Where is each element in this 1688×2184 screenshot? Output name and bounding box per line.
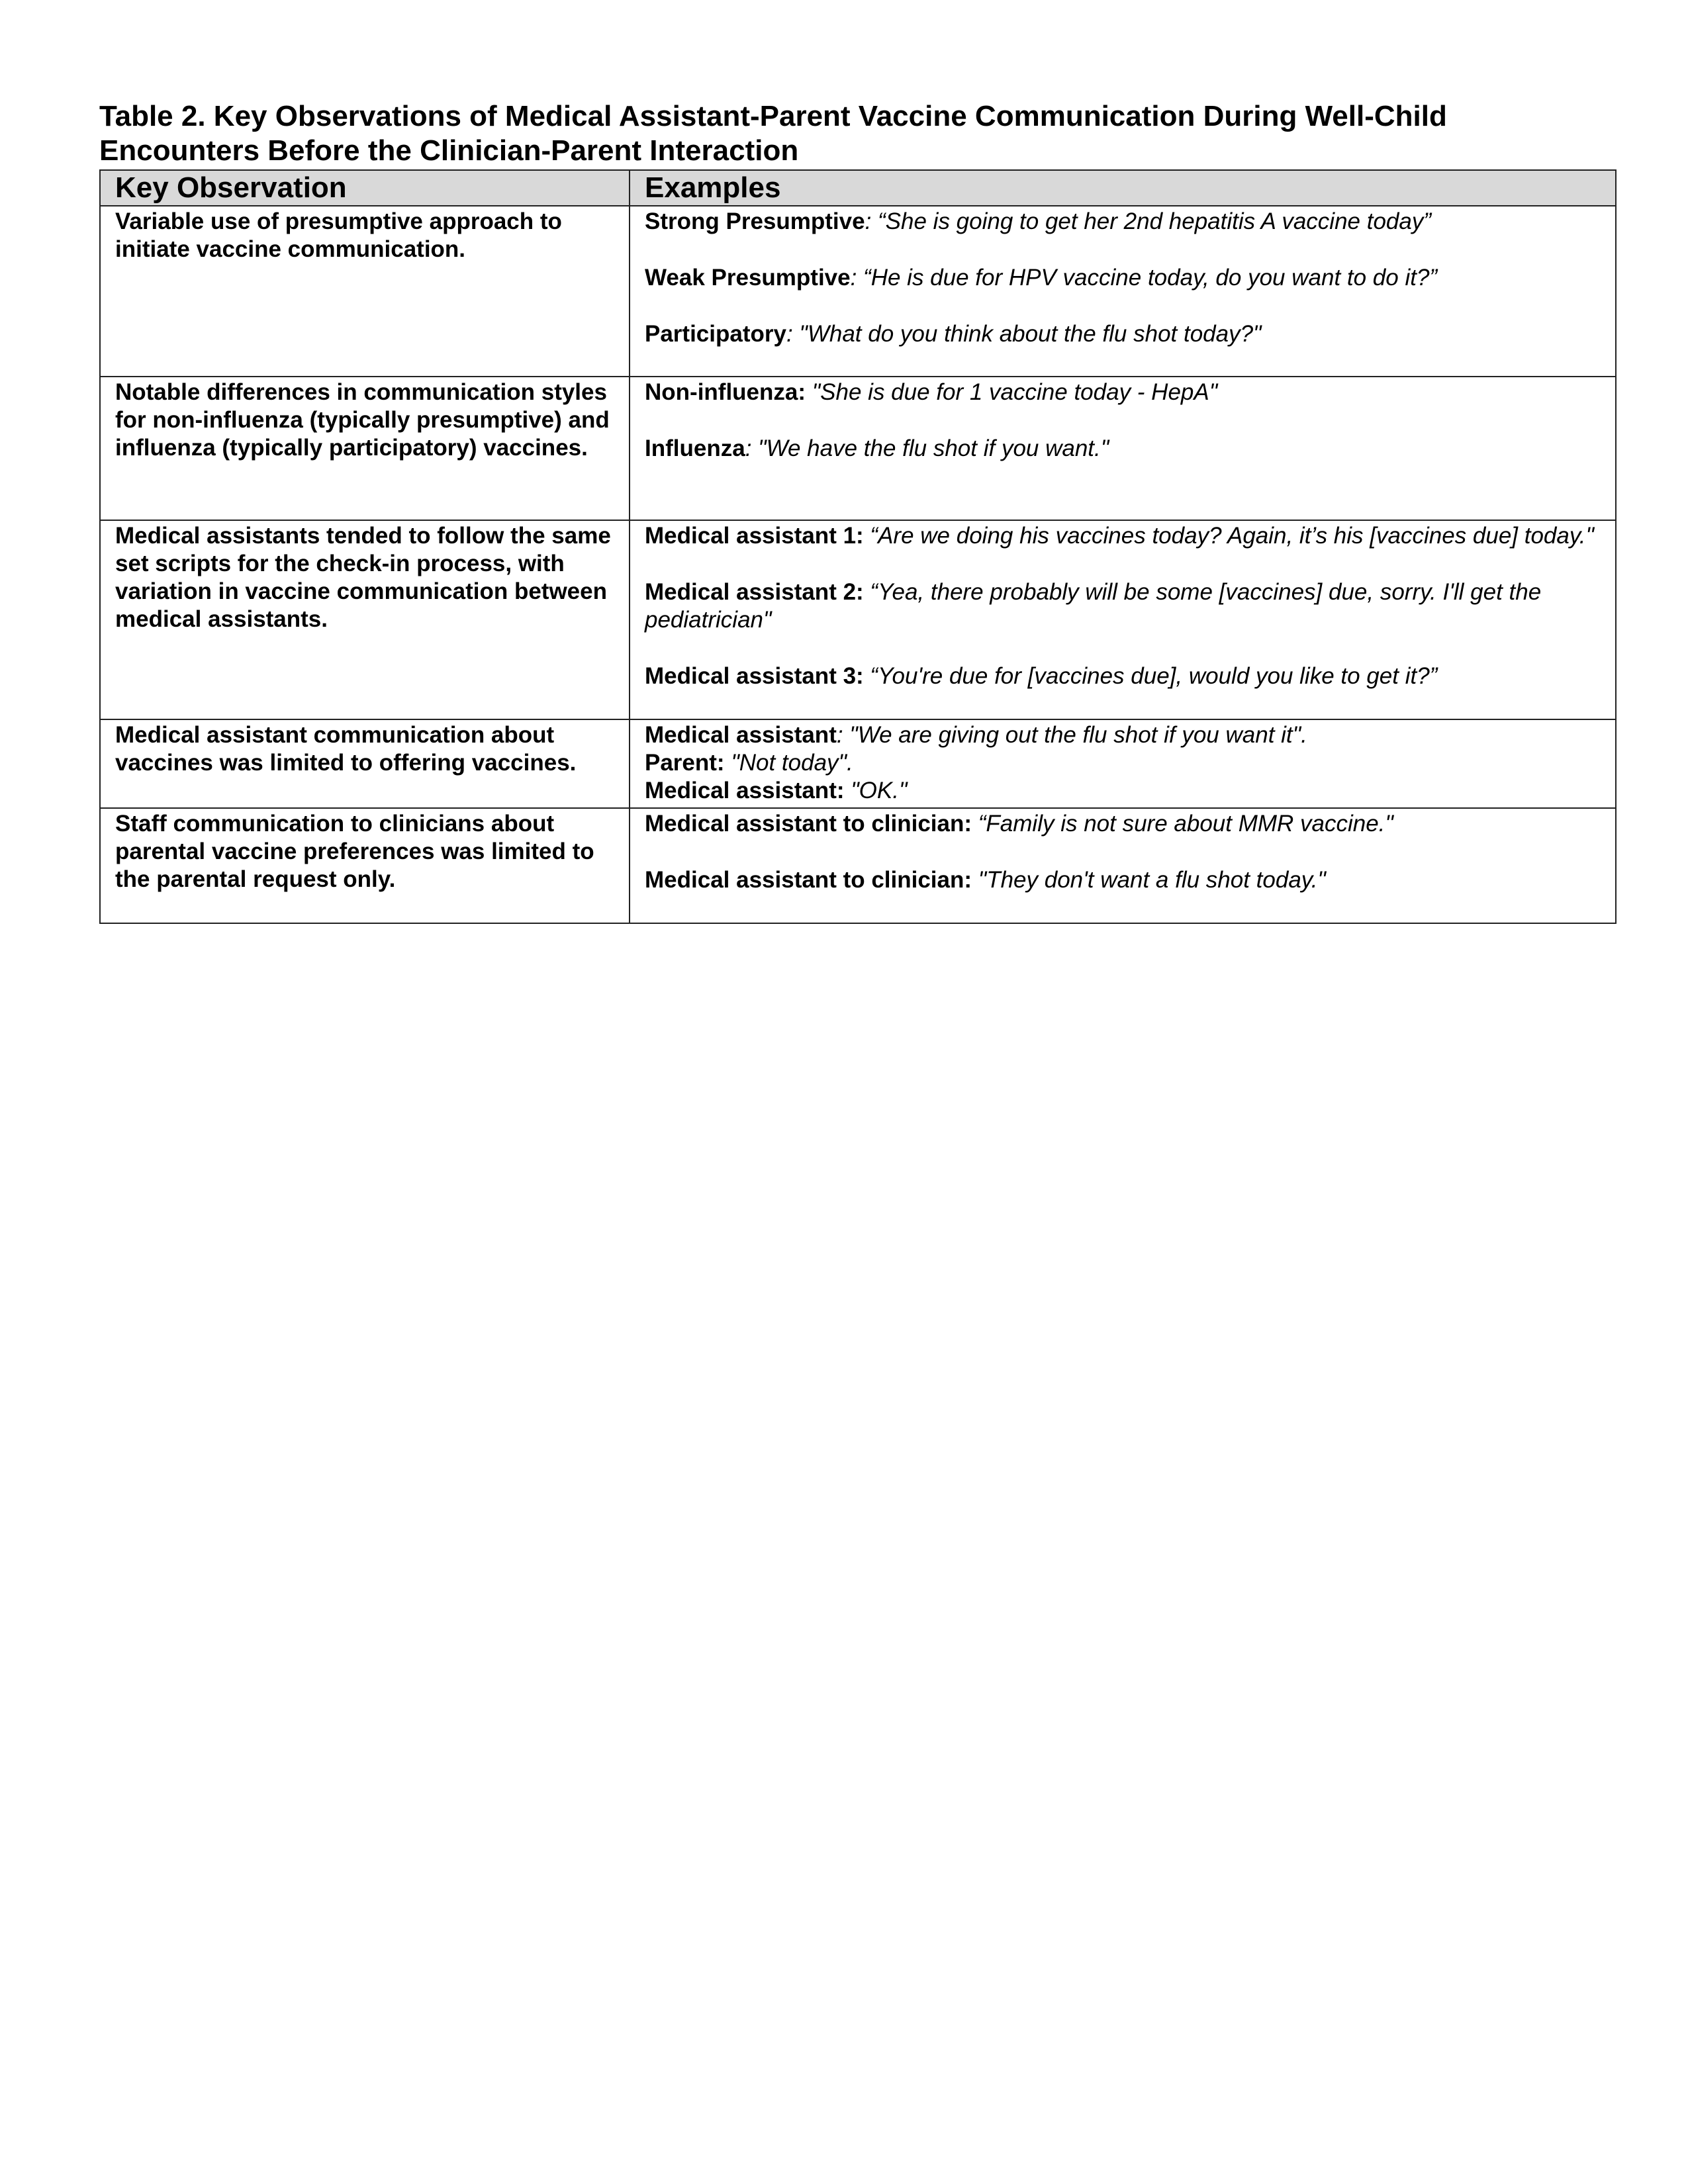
- example-label: Participatory: [645, 321, 786, 347]
- observations-table: [99, 169, 1617, 924]
- example-quote: : "We are giving out the flu shot if you want it".: [836, 722, 1307, 748]
- example-label: Medical assistant to clinician:: [645, 811, 972, 837]
- example-quote: : "What do you think about the flu shot today?": [786, 321, 1262, 347]
- example-label: Medical assistant:: [645, 778, 845, 803]
- table-row: [100, 377, 1616, 520]
- example-line: [645, 721, 1601, 749]
- example-label: Medical assistant 1:: [645, 523, 864, 549]
- example-quote: “Yea, there probably will be some [vaccines] due, sorry. I'll get the pediatrician": [645, 579, 1542, 633]
- table-row: [100, 520, 1616, 719]
- document-page: [99, 99, 1615, 924]
- example-quote: : “He is due for HPV vaccine today, do you want to do it?”: [850, 265, 1438, 291]
- observation-cell: Medical assistant communication about vaccines was limited to offering vaccines.: [100, 719, 630, 808]
- header-key-observation: Key Observation: [100, 170, 630, 206]
- example-quote: “Are we doing his vaccines today? Again, it’s his [vaccines due] today.": [863, 523, 1594, 549]
- table-header-row: [100, 170, 1616, 206]
- example-quote: : "We have the flu shot if you want.": [745, 435, 1109, 461]
- example-quote: “You're due for [vaccines due], would you like to get it?”: [863, 663, 1438, 689]
- example-line: [645, 435, 1601, 463]
- example-quote: "They don't want a flu shot today.": [972, 867, 1326, 893]
- examples-cell: [630, 206, 1616, 377]
- example-line: [645, 810, 1601, 838]
- example-quote: “Family is not sure about MMR vaccine.": [972, 811, 1393, 837]
- examples-cell: [630, 808, 1616, 923]
- example-line: [645, 264, 1601, 292]
- example-line: [645, 662, 1601, 690]
- observation-cell: Notable differences in communication styles for non-influenza (typically presumptive) and influenza (typically participatory) vaccines.: [100, 377, 630, 520]
- table-row: [100, 719, 1616, 808]
- table-row: [100, 206, 1616, 377]
- header-examples: Examples: [630, 170, 1616, 206]
- example-label: Medical assistant 3:: [645, 663, 864, 689]
- example-label: Parent:: [645, 750, 725, 776]
- example-line: [645, 522, 1601, 550]
- example-label: Weak Presumptive: [645, 265, 851, 291]
- examples-cell: [630, 377, 1616, 520]
- example-line: [645, 320, 1601, 348]
- table-row: [100, 808, 1616, 923]
- observation-cell: Variable use of presumptive approach to initiate vaccine communication.: [100, 206, 630, 377]
- example-label: Non-influenza:: [645, 379, 806, 405]
- example-line: [645, 578, 1601, 634]
- observation-cell: Staff communication to clinicians about parental vaccine preferences was limited to the parental request only.: [100, 808, 630, 923]
- example-quote: : “She is going to get her 2nd hepatitis A vaccine today”: [865, 208, 1431, 234]
- examples-cell: [630, 719, 1616, 808]
- example-label: Medical assistant 2:: [645, 579, 864, 605]
- example-label: Strong Presumptive: [645, 208, 865, 234]
- example-quote: "OK.": [844, 778, 908, 803]
- example-line: [645, 379, 1601, 406]
- example-label: Medical assistant to clinician:: [645, 867, 972, 893]
- observation-cell: Medical assistants tended to follow the same set scripts for the check-in process, with variation in vaccine communication between medical assistants.: [100, 520, 630, 719]
- example-line: [645, 208, 1601, 236]
- example-label: Medical assistant: [645, 722, 837, 748]
- example-label: Influenza: [645, 435, 745, 461]
- examples-cell: [630, 520, 1616, 719]
- table-title: Table 2. Key Observations of Medical Assistant-Parent Vaccine Communication During Well-Child Encounters Before the Clinician-Parent Interaction: [99, 100, 1447, 167]
- example-quote: "She is due for 1 vaccine today - HepA": [806, 379, 1218, 405]
- example-line: [645, 749, 1601, 777]
- example-quote: "Not today".: [724, 750, 853, 776]
- example-line: [645, 866, 1601, 894]
- example-line: [645, 777, 1601, 805]
